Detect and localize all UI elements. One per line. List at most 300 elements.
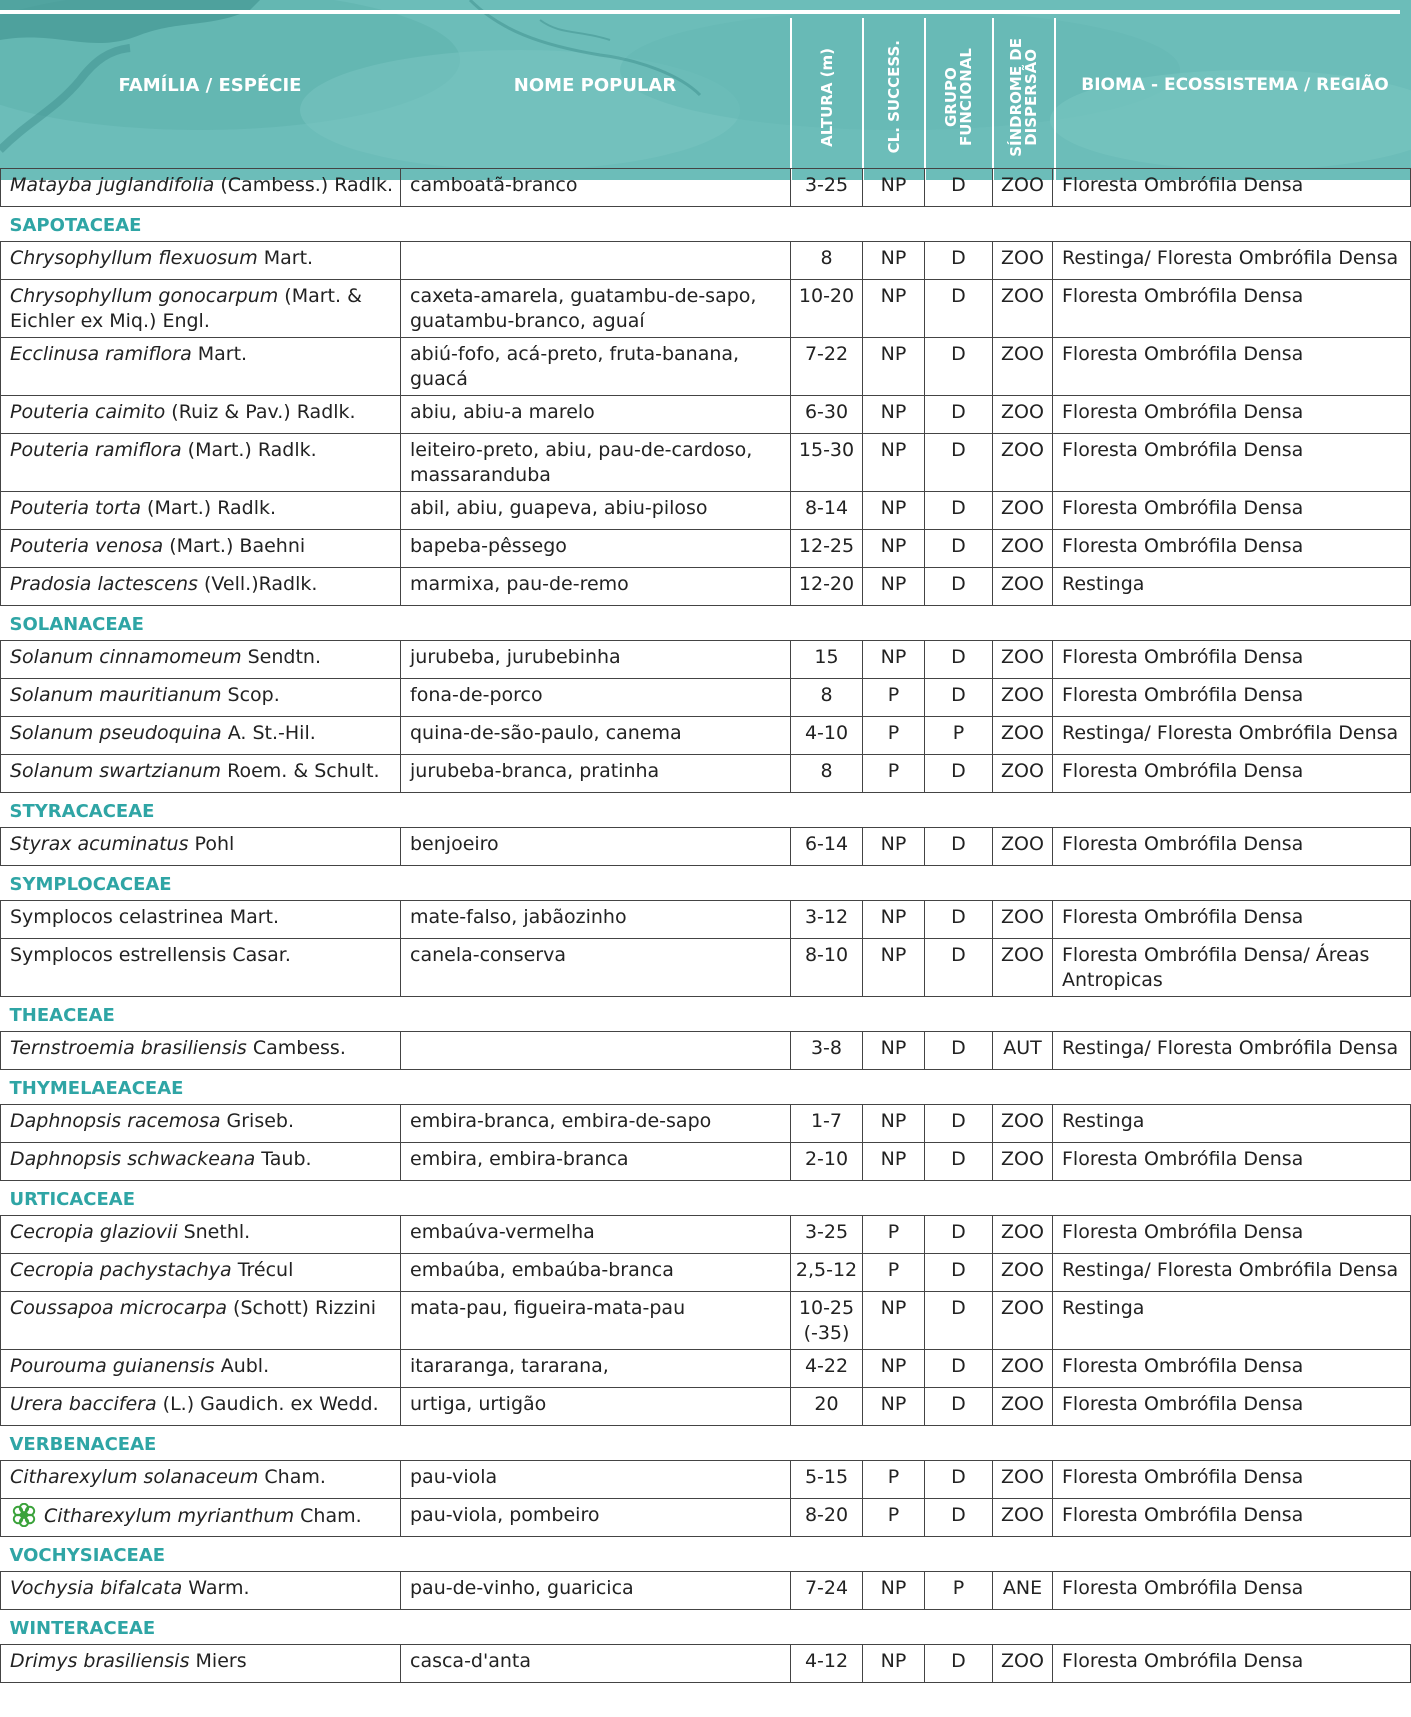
succession-cell: NP: [863, 169, 925, 207]
functional-group-cell: D: [925, 1499, 993, 1537]
functional-group-cell: D: [925, 1461, 993, 1499]
succession-cell: NP: [863, 1032, 925, 1070]
biome-cell: Floresta Ombrófila Densa: [1053, 530, 1411, 568]
dispersal-cell: ZOO: [993, 492, 1053, 530]
functional-group-cell: D: [925, 1645, 993, 1683]
scientific-name: Matayba juglandifolia: [10, 174, 215, 196]
height-cell: 8-10: [791, 939, 863, 997]
height-cell: 10-20: [791, 280, 863, 338]
col-header-functional: GRUPO FUNCIONAL: [942, 47, 975, 147]
col-header-dispersal-wrap: [994, 18, 1054, 176]
species-author: Mart.: [257, 247, 314, 269]
succession-cell: P: [863, 755, 925, 793]
succession-cell: NP: [863, 492, 925, 530]
biome-cell: Restinga/ Floresta Ombrófila Densa: [1053, 1254, 1411, 1292]
table-row: [1, 169, 1411, 207]
popular-name: pau-viola, pombeiro: [401, 1499, 791, 1537]
family-row: [1, 1070, 1411, 1105]
scientific-name: Citharexylum solanaceum: [10, 1466, 259, 1488]
family-row: [1, 793, 1411, 828]
table-row: [1, 396, 1411, 434]
biome-cell: Floresta Ombrófila Densa: [1053, 1216, 1411, 1254]
scientific-name: Daphnopsis racemosa: [10, 1110, 221, 1132]
dispersal-cell: ZOO: [993, 568, 1053, 606]
table-row: [1, 1105, 1411, 1143]
height-cell: 12-20: [791, 568, 863, 606]
col-header-functional-wrap: [926, 18, 992, 176]
family-name: THYMELAEACEAE: [9, 1078, 184, 1099]
species-cell: [1, 717, 401, 755]
functional-group-cell: P: [925, 717, 993, 755]
table-header-band: [0, 0, 1411, 180]
functional-group-cell: D: [925, 1350, 993, 1388]
succession-cell: NP: [863, 1572, 925, 1610]
species-cell: [1, 679, 401, 717]
height-cell: 3-25: [791, 1216, 863, 1254]
biome-cell: Floresta Ombrófila Densa: [1053, 901, 1411, 939]
species-author: (Ruiz & Pav.) Radlk.: [165, 401, 356, 423]
species-cell: [1, 901, 401, 939]
biome-cell: Floresta Ombrófila Densa: [1053, 641, 1411, 679]
species-cell: [1, 434, 401, 492]
height-cell: 4-10: [791, 717, 863, 755]
species-table-body: [1, 169, 1411, 1683]
species-cell: [1, 396, 401, 434]
scientific-name: Urera baccifera: [10, 1393, 157, 1415]
biome-cell: Floresta Ombrófila Densa: [1053, 1645, 1411, 1683]
popular-name: abiu, abiu-a marelo: [401, 396, 791, 434]
succession-cell: NP: [863, 568, 925, 606]
family-name: SYMPLOCACEAE: [9, 874, 172, 895]
scientific-name: Solanum cinnamomeum: [10, 646, 242, 668]
species-author: Roem. & Schult.: [221, 760, 380, 782]
popular-name: embira, embira-branca: [401, 1143, 791, 1181]
succession-cell: P: [863, 1461, 925, 1499]
succession-cell: NP: [863, 828, 925, 866]
species-author: Sendtn.: [241, 646, 322, 668]
succession-cell: NP: [863, 242, 925, 280]
biome-cell: Floresta Ombrófila Densa: [1053, 679, 1411, 717]
table-row: [1, 828, 1411, 866]
height-cell: 15-30: [791, 434, 863, 492]
table-row: [1, 1216, 1411, 1254]
biome-cell: Floresta Ombrófila Densa: [1053, 169, 1411, 207]
popular-name: [401, 242, 791, 280]
height-cell: 6-30: [791, 396, 863, 434]
species-cell: [1, 1572, 401, 1610]
species-cell: [1, 169, 401, 207]
col-header-dispersal: SÍNDROME DE DISPERSÃO: [1007, 37, 1040, 157]
scientific-name: Citharexylum myrianthum: [44, 1505, 295, 1527]
family-name: WINTERACEAE: [9, 1618, 156, 1639]
family-name: STYRACACEAE: [9, 801, 155, 822]
succession-cell: P: [863, 1216, 925, 1254]
table-row: [1, 1461, 1411, 1499]
species-author: Warm.: [182, 1577, 250, 1599]
dispersal-cell: ZOO: [993, 1499, 1053, 1537]
height-cell: 8-20: [791, 1499, 863, 1537]
dispersal-cell: ZOO: [993, 242, 1053, 280]
species-cell: [1, 1254, 401, 1292]
species-cell: [1, 1461, 401, 1499]
height-cell: 4-22: [791, 1350, 863, 1388]
scientific-name: Drimys brasiliensis: [10, 1650, 190, 1672]
biome-cell: Floresta Ombrófila Densa: [1053, 434, 1411, 492]
succession-cell: P: [863, 1254, 925, 1292]
popular-name: caxeta-amarela, guatambu-de-sapo, guatambu-branco, aguaí: [401, 280, 791, 338]
scientific-name: Solanum pseudoquina: [10, 722, 222, 744]
popular-name: camboatã-branco: [401, 169, 791, 207]
family-row: [1, 866, 1411, 901]
family-name: VOCHYSIACEAE: [9, 1545, 166, 1566]
col-header-family: FAMÍLIA / ESPÉCIE: [118, 74, 302, 96]
scientific-name: Chrysophyllum gonocarpum: [10, 285, 279, 307]
col-header-height-wrap: [792, 18, 862, 176]
succession-cell: NP: [863, 901, 925, 939]
species-cell: [1, 280, 401, 338]
popular-name: mate-falso, jabãozinho: [401, 901, 791, 939]
family-row: [1, 1610, 1411, 1645]
functional-group-cell: D: [925, 828, 993, 866]
dispersal-cell: ZOO: [993, 901, 1053, 939]
dispersal-cell: ZOO: [993, 396, 1053, 434]
popular-name: pau-de-vinho, guaricica: [401, 1572, 791, 1610]
species-cell: [1, 1350, 401, 1388]
species-cell: [1, 1388, 401, 1426]
popular-name: abiú-fofo, acá-preto, fruta-banana, guacá: [401, 338, 791, 396]
dispersal-cell: ZOO: [993, 828, 1053, 866]
species-cell: [1, 1499, 401, 1537]
table-row: [1, 434, 1411, 492]
scientific-name: Solanum swartzianum: [10, 760, 222, 782]
table-row: [1, 242, 1411, 280]
family-name: SAPOTACEAE: [9, 215, 142, 236]
biome-cell: Floresta Ombrófila Densa: [1053, 755, 1411, 793]
table-row: [1, 901, 1411, 939]
table-row: [1, 1388, 1411, 1426]
species-author: (Mart.) Baehni: [163, 535, 306, 557]
height-cell: 8: [791, 242, 863, 280]
family-name: THEACEAE: [9, 1005, 115, 1026]
species-author: (Mart.) Radlk.: [181, 439, 317, 461]
dispersal-cell: ZOO: [993, 641, 1053, 679]
dispersal-cell: ZOO: [993, 1645, 1053, 1683]
species-table: [0, 168, 1411, 1683]
species-author: Scop.: [221, 684, 280, 706]
table-row: [1, 492, 1411, 530]
functional-group-cell: D: [925, 568, 993, 606]
scientific-name: Chrysophyllum flexuosum: [10, 247, 258, 269]
species-cell: [1, 939, 401, 997]
table-row: [1, 1350, 1411, 1388]
species-author: (Mart. & Eichler ex Miq.) Engl.: [10, 285, 362, 332]
species-author: (Mart.) Radlk.: [141, 497, 277, 519]
scientific-name: Pouteria caimito: [10, 401, 166, 423]
green-flower-icon: [10, 1503, 38, 1527]
species-author: (L.) Gaudich. ex Wedd.: [156, 1393, 379, 1415]
species-cell: [1, 755, 401, 793]
species-author: Cambess.: [246, 1037, 346, 1059]
species-cell: [1, 1105, 401, 1143]
scientific-name: Ecclinusa ramiflora: [10, 343, 192, 365]
popular-name: benjoeiro: [401, 828, 791, 866]
species-cell: [1, 530, 401, 568]
species-cell: [1, 828, 401, 866]
dispersal-cell: ZOO: [993, 280, 1053, 338]
height-cell: 8: [791, 679, 863, 717]
table-row: [1, 530, 1411, 568]
table-row: [1, 717, 1411, 755]
biome-cell: Floresta Ombrófila Densa: [1053, 1143, 1411, 1181]
species-author: Griseb.: [220, 1110, 295, 1132]
species-author: (Cambess.) Radlk.: [214, 174, 394, 196]
popular-name: itararanga, tararana,: [401, 1350, 791, 1388]
popular-name: quina-de-são-paulo, canema: [401, 717, 791, 755]
succession-cell: NP: [863, 1388, 925, 1426]
dispersal-cell: ZOO: [993, 939, 1053, 997]
scientific-name: Ternstroemia brasiliensis: [10, 1037, 247, 1059]
species-cell: [1, 1143, 401, 1181]
height-cell: 8: [791, 755, 863, 793]
dispersal-cell: ZOO: [993, 1105, 1053, 1143]
biome-cell: Floresta Ombrófila Densa: [1053, 338, 1411, 396]
species-author: Symplocos estrellensis Casar.: [10, 944, 291, 966]
height-cell: 3-8: [791, 1032, 863, 1070]
height-cell: 6-14: [791, 828, 863, 866]
popular-name: leiteiro-preto, abiu, pau-de-cardoso, massaranduba: [401, 434, 791, 492]
family-name: URTICACEAE: [9, 1189, 136, 1210]
dispersal-cell: ZOO: [993, 530, 1053, 568]
species-author: Taub.: [255, 1148, 312, 1170]
species-author: (Vell.)Radlk.: [197, 573, 318, 595]
popular-name: mata-pau, figueira-mata-pau: [401, 1292, 791, 1350]
dispersal-cell: ZOO: [993, 1254, 1053, 1292]
table-row: [1, 1143, 1411, 1181]
popular-name: embira-branca, embira-de-sapo: [401, 1105, 791, 1143]
biome-cell: Floresta Ombrófila Densa: [1053, 828, 1411, 866]
functional-group-cell: D: [925, 679, 993, 717]
succession-cell: NP: [863, 939, 925, 997]
functional-group-cell: D: [925, 1292, 993, 1350]
dispersal-cell: ZOO: [993, 169, 1053, 207]
biome-cell: Floresta Ombrófila Densa: [1053, 1572, 1411, 1610]
dispersal-cell: ZOO: [993, 338, 1053, 396]
biome-cell: Floresta Ombrófila Densa: [1053, 1350, 1411, 1388]
functional-group-cell: D: [925, 1032, 993, 1070]
functional-group-cell: D: [925, 242, 993, 280]
table-row: [1, 1645, 1411, 1683]
species-author: Mart.: [191, 343, 248, 365]
height-cell: 8-14: [791, 492, 863, 530]
succession-cell: NP: [863, 641, 925, 679]
height-cell: 2,5-12: [791, 1254, 863, 1292]
table-row: [1, 280, 1411, 338]
biome-cell: Restinga: [1053, 568, 1411, 606]
functional-group-cell: D: [925, 396, 993, 434]
species-author: Trécul: [231, 1259, 294, 1281]
scientific-name: Pouteria ramiflora: [10, 439, 182, 461]
popular-name: pau-viola: [401, 1461, 791, 1499]
functional-group-cell: D: [925, 530, 993, 568]
header-divider: [1054, 18, 1056, 180]
functional-group-cell: D: [925, 755, 993, 793]
functional-group-cell: D: [925, 901, 993, 939]
species-cell: [1, 641, 401, 679]
succession-cell: P: [863, 679, 925, 717]
species-cell: [1, 492, 401, 530]
species-author: Symplocos celastrinea Mart.: [10, 906, 280, 928]
scientific-name: Pradosia lactescens: [10, 573, 198, 595]
table-row: [1, 1292, 1411, 1350]
species-author: Miers: [189, 1650, 247, 1672]
succession-cell: P: [863, 1499, 925, 1537]
family-row: [1, 1537, 1411, 1572]
succession-cell: NP: [863, 280, 925, 338]
succession-cell: NP: [863, 434, 925, 492]
succession-cell: NP: [863, 1143, 925, 1181]
height-cell: 2-10: [791, 1143, 863, 1181]
popular-name: abil, abiu, guapeva, abiu-piloso: [401, 492, 791, 530]
species-cell: [1, 568, 401, 606]
table-row: [1, 755, 1411, 793]
height-cell: 5-15: [791, 1461, 863, 1499]
scientific-name: Daphnopsis schwackeana: [10, 1148, 256, 1170]
height-cell: 3-25: [791, 169, 863, 207]
family-row: [1, 1426, 1411, 1461]
species-author: Cham.: [294, 1505, 362, 1527]
popular-name: embaúva-vermelha: [401, 1216, 791, 1254]
col-header-height: ALTURA (m): [817, 47, 836, 147]
biome-cell: Restinga/ Floresta Ombrófila Densa: [1053, 242, 1411, 280]
functional-group-cell: D: [925, 641, 993, 679]
functional-group-cell: D: [925, 338, 993, 396]
dispersal-cell: AUT: [993, 1032, 1053, 1070]
popular-name: urtiga, urtigão: [401, 1388, 791, 1426]
table-row: [1, 1254, 1411, 1292]
functional-group-cell: D: [925, 434, 993, 492]
biome-cell: Restinga/ Floresta Ombrófila Densa: [1053, 717, 1411, 755]
popular-name: jurubeba-branca, pratinha: [401, 755, 791, 793]
dispersal-cell: ZOO: [993, 1350, 1053, 1388]
succession-cell: NP: [863, 1105, 925, 1143]
dispersal-cell: ZOO: [993, 679, 1053, 717]
species-author: Aubl.: [214, 1355, 270, 1377]
biome-cell: Floresta Ombrófila Densa: [1053, 1499, 1411, 1537]
succession-cell: NP: [863, 396, 925, 434]
col-header-biome: BIOMA - ECOSSISTEMA / REGIÃO: [1081, 75, 1389, 95]
functional-group-cell: D: [925, 280, 993, 338]
height-cell: 12-25: [791, 530, 863, 568]
table-row: [1, 568, 1411, 606]
biome-cell: Floresta Ombrófila Densa: [1053, 1388, 1411, 1426]
succession-cell: NP: [863, 1350, 925, 1388]
biome-cell: Restinga: [1053, 1105, 1411, 1143]
popular-name: marmixa, pau-de-remo: [401, 568, 791, 606]
species-cell: [1, 1216, 401, 1254]
family-name: SOLANACEAE: [9, 614, 144, 635]
table-row: [1, 1572, 1411, 1610]
family-row: [1, 606, 1411, 641]
table-row: [1, 1032, 1411, 1070]
height-cell: 7-22: [791, 338, 863, 396]
family-row: [1, 207, 1411, 242]
dispersal-cell: ZOO: [993, 1388, 1053, 1426]
popular-name: jurubeba, jurubebinha: [401, 641, 791, 679]
height-cell: 3-12: [791, 901, 863, 939]
scientific-name: Pouteria torta: [10, 497, 142, 519]
functional-group-cell: D: [925, 1388, 993, 1426]
height-cell: 7-24: [791, 1572, 863, 1610]
table-row: [1, 641, 1411, 679]
species-cell: [1, 338, 401, 396]
functional-group-cell: P: [925, 1572, 993, 1610]
table-row: [1, 338, 1411, 396]
biome-cell: Floresta Ombrófila Densa: [1053, 396, 1411, 434]
biome-cell: Restinga: [1053, 1292, 1411, 1350]
family-name: VERBENACEAE: [9, 1434, 157, 1455]
biome-cell: Floresta Ombrófila Densa: [1053, 492, 1411, 530]
species-author: Cham.: [258, 1466, 326, 1488]
dispersal-cell: ZOO: [993, 1216, 1053, 1254]
dispersal-cell: ZOO: [993, 1143, 1053, 1181]
species-cell: [1, 1645, 401, 1683]
col-header-succession-wrap: [864, 18, 924, 176]
succession-cell: NP: [863, 1645, 925, 1683]
height-cell: 4-12: [791, 1645, 863, 1683]
scientific-name: Cecropia glaziovii: [10, 1221, 178, 1243]
popular-name: embaúba, embaúba-branca: [401, 1254, 791, 1292]
height-cell: 20: [791, 1388, 863, 1426]
functional-group-cell: D: [925, 169, 993, 207]
species-author: Pohl: [188, 833, 235, 855]
table-row: [1, 1499, 1411, 1537]
functional-group-cell: D: [925, 1254, 993, 1292]
succession-cell: NP: [863, 1292, 925, 1350]
family-row: [1, 1181, 1411, 1216]
table-row: [1, 679, 1411, 717]
dispersal-cell: ZOO: [993, 1292, 1053, 1350]
species-cell: [1, 1032, 401, 1070]
dispersal-cell: ZOO: [993, 717, 1053, 755]
species-cell: [1, 242, 401, 280]
succession-cell: NP: [863, 338, 925, 396]
scientific-name: Pouteria venosa: [10, 535, 164, 557]
dispersal-cell: ANE: [993, 1572, 1053, 1610]
height-cell: 1-7: [791, 1105, 863, 1143]
biome-cell: Restinga/ Floresta Ombrófila Densa: [1053, 1032, 1411, 1070]
biome-cell: Floresta Ombrófila Densa: [1053, 1461, 1411, 1499]
species-author: A. St.-Hil.: [221, 722, 316, 744]
height-cell: 10-25 (-35): [791, 1292, 863, 1350]
succession-cell: P: [863, 717, 925, 755]
col-header-popular: NOME POPULAR: [513, 74, 677, 96]
dispersal-cell: ZOO: [993, 1461, 1053, 1499]
functional-group-cell: D: [925, 1143, 993, 1181]
popular-name: fona-de-porco: [401, 679, 791, 717]
col-header-succession: CL. SUCCESS.: [884, 40, 903, 154]
biome-cell: Floresta Ombrófila Densa/ Áreas Antropicas: [1053, 939, 1411, 997]
dispersal-cell: ZOO: [993, 755, 1053, 793]
scientific-name: Styrax acuminatus: [10, 833, 189, 855]
scientific-name: Vochysia bifalcata: [10, 1577, 183, 1599]
scientific-name: Solanum mauritianum: [10, 684, 222, 706]
functional-group-cell: D: [925, 1216, 993, 1254]
popular-name: [401, 1032, 791, 1070]
species-author: Snethl.: [177, 1221, 251, 1243]
biome-cell: Floresta Ombrófila Densa: [1053, 280, 1411, 338]
scientific-name: Coussapoa microcarpa: [10, 1297, 228, 1319]
functional-group-cell: D: [925, 1105, 993, 1143]
